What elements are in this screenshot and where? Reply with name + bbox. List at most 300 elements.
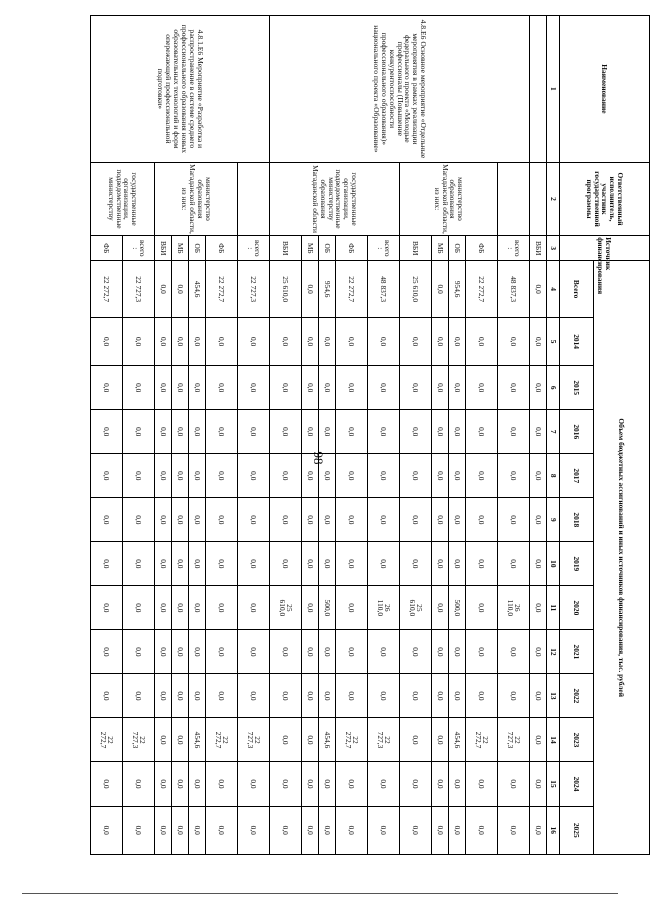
value-cell: 48 837,3 xyxy=(498,261,530,318)
value-cell: 0,0 xyxy=(368,674,400,718)
value-cell: 0,0 xyxy=(206,454,238,498)
value-cell: 0,0 xyxy=(498,317,530,365)
source-cell: всего : xyxy=(368,236,400,261)
value-cell: 0,0 xyxy=(302,762,319,806)
value-cell: 0,0 xyxy=(449,454,466,498)
value-cell: 0,0 xyxy=(155,454,172,498)
value-cell: 0,0 xyxy=(206,586,238,630)
column-number: 9 xyxy=(547,498,560,542)
value-cell: 0,0 xyxy=(302,674,319,718)
value-cell: 0,0 xyxy=(123,762,155,806)
value-cell: 0,0 xyxy=(498,410,530,454)
value-cell: 0,0 xyxy=(466,410,498,454)
header-year: 2021 xyxy=(560,630,594,674)
value-cell: 0,0 xyxy=(91,806,123,854)
value-cell: 0,0 xyxy=(270,366,302,410)
header-funding-group: Объем бюджетных ассигнований и иных источников финансирования, тыс. рублей xyxy=(594,261,650,855)
source-cell: всего : xyxy=(238,236,270,261)
value-cell: 0,0 xyxy=(368,498,400,542)
value-cell: 0,0 xyxy=(368,542,400,586)
header-source: Источник финансирования xyxy=(560,236,650,261)
value-cell: 0,0 xyxy=(400,317,432,365)
value-cell: 22 272,7 xyxy=(336,261,368,318)
value-cell: 0,0 xyxy=(368,762,400,806)
source-cell: ВБИ xyxy=(400,236,432,261)
value-cell: 0,0 xyxy=(238,317,270,365)
page-number: 98 xyxy=(311,451,326,465)
column-number: 1 xyxy=(547,16,560,163)
header-year: 2024 xyxy=(560,762,594,806)
value-cell: 0,0 xyxy=(172,762,189,806)
value-cell: 0,0 xyxy=(155,410,172,454)
value-cell: 0,0 xyxy=(336,762,368,806)
header-year: 2025 xyxy=(560,806,594,854)
value-cell: 0,0 xyxy=(172,674,189,718)
value-cell: 0,0 xyxy=(432,498,449,542)
value-cell: 48 837,3 xyxy=(368,261,400,318)
value-cell: 0,0 xyxy=(336,366,368,410)
header-year: 2015 xyxy=(560,366,594,410)
value-cell: 22 727,3 xyxy=(238,718,270,762)
value-cell: 0,0 xyxy=(155,261,172,318)
value-cell: 0,0 xyxy=(530,762,547,806)
value-cell: 0,0 xyxy=(238,454,270,498)
value-cell: 0,0 xyxy=(172,498,189,542)
value-cell: 22 272,7 xyxy=(466,718,498,762)
value-cell: 26 110,0 xyxy=(368,586,400,630)
value-cell: 0,0 xyxy=(400,454,432,498)
value-cell: 0,0 xyxy=(91,454,123,498)
value-cell: 0,0 xyxy=(498,674,530,718)
value-cell: 0,0 xyxy=(206,674,238,718)
value-cell: 0,0 xyxy=(336,454,368,498)
value-cell: 22 727,3 xyxy=(368,718,400,762)
value-cell: 0,0 xyxy=(91,542,123,586)
value-cell: 0,0 xyxy=(172,261,189,318)
executor-cell xyxy=(530,162,547,235)
value-cell: 0,0 xyxy=(530,806,547,854)
value-cell: 0,0 xyxy=(270,410,302,454)
value-cell: 0,0 xyxy=(302,586,319,630)
value-cell: 0,0 xyxy=(530,454,547,498)
value-cell: 0,0 xyxy=(432,317,449,365)
value-cell: 0,0 xyxy=(449,542,466,586)
value-cell: 0,0 xyxy=(319,762,336,806)
column-number: 11 xyxy=(547,586,560,630)
column-number: 6 xyxy=(547,366,560,410)
value-cell: 454,6 xyxy=(449,718,466,762)
value-cell: 0,0 xyxy=(155,718,172,762)
value-cell: 0,0 xyxy=(400,542,432,586)
value-cell: 22 272,7 xyxy=(336,718,368,762)
executor-cell xyxy=(238,162,270,235)
value-cell: 0,0 xyxy=(336,586,368,630)
value-cell: 0,0 xyxy=(466,674,498,718)
value-cell: 0,0 xyxy=(123,317,155,365)
source-cell: ВБИ xyxy=(270,236,302,261)
value-cell: 22 727,3 xyxy=(498,718,530,762)
value-cell: 0,0 xyxy=(449,762,466,806)
value-cell: 0,0 xyxy=(206,542,238,586)
header-executor: Ответственный исполнитель, участник государственной программы xyxy=(560,162,650,235)
value-cell: 0,0 xyxy=(155,674,172,718)
value-cell: 0,0 xyxy=(270,454,302,498)
value-cell: 0,0 xyxy=(302,498,319,542)
value-cell: 0,0 xyxy=(432,806,449,854)
column-number: 10 xyxy=(547,542,560,586)
value-cell: 25 610,0 xyxy=(400,261,432,318)
value-cell: 0,0 xyxy=(189,542,206,586)
header-year: 2016 xyxy=(560,410,594,454)
value-cell: 0,0 xyxy=(432,366,449,410)
value-cell: 0,0 xyxy=(302,542,319,586)
value-cell: 0,0 xyxy=(466,630,498,674)
value-cell: 0,0 xyxy=(91,630,123,674)
value-cell: 0,0 xyxy=(466,498,498,542)
value-cell: 0,0 xyxy=(530,317,547,365)
table-row xyxy=(498,16,530,855)
value-cell: 0,0 xyxy=(400,718,432,762)
value-cell: 0,0 xyxy=(91,366,123,410)
value-cell: 0,0 xyxy=(91,410,123,454)
value-cell: 0,0 xyxy=(432,718,449,762)
value-cell: 0,0 xyxy=(206,410,238,454)
value-cell: 0,0 xyxy=(336,410,368,454)
value-cell: 0,0 xyxy=(530,718,547,762)
header-year: 2019 xyxy=(560,542,594,586)
source-cell: всего : xyxy=(123,236,155,261)
value-cell: 0,0 xyxy=(238,674,270,718)
value-cell: 0,0 xyxy=(319,454,336,498)
value-cell: 0,0 xyxy=(123,674,155,718)
value-cell: 0,0 xyxy=(368,366,400,410)
executor-cell: министерство образования Магаданской области, из них: xyxy=(155,162,238,235)
value-cell: 0,0 xyxy=(189,630,206,674)
header-year: 2023 xyxy=(560,718,594,762)
value-cell: 0,0 xyxy=(172,542,189,586)
value-cell: 0,0 xyxy=(189,806,206,854)
value-cell: 0,0 xyxy=(336,806,368,854)
value-cell: 0,0 xyxy=(123,586,155,630)
value-cell: 0,0 xyxy=(432,586,449,630)
column-number: 12 xyxy=(547,630,560,674)
value-cell: 0,0 xyxy=(172,454,189,498)
value-cell: 0,0 xyxy=(449,498,466,542)
value-cell: 22 272,7 xyxy=(466,261,498,318)
source-cell: ФБ xyxy=(336,236,368,261)
funding-table xyxy=(90,15,650,855)
value-cell: 0,0 xyxy=(466,586,498,630)
value-cell: 0,0 xyxy=(238,410,270,454)
column-number: 15 xyxy=(547,762,560,806)
value-cell: 0,0 xyxy=(432,630,449,674)
value-cell: 0,0 xyxy=(123,806,155,854)
column-number: 2 xyxy=(547,162,560,235)
value-cell: 0,0 xyxy=(498,630,530,674)
value-cell: 0,0 xyxy=(172,317,189,365)
value-cell: 0,0 xyxy=(432,261,449,318)
value-cell: 0,0 xyxy=(270,317,302,365)
value-cell: 0,0 xyxy=(302,317,319,365)
value-cell: 0,0 xyxy=(270,674,302,718)
value-cell: 0,0 xyxy=(368,630,400,674)
page-bottom-rule xyxy=(22,893,618,894)
value-cell: 22 727,3 xyxy=(123,261,155,318)
column-number: 14 xyxy=(547,718,560,762)
source-cell: ОБ xyxy=(319,236,336,261)
value-cell: 22 727,3 xyxy=(238,261,270,318)
value-cell: 0,0 xyxy=(449,674,466,718)
value-cell: 22 727,3 xyxy=(123,718,155,762)
value-cell: 0,0 xyxy=(91,317,123,365)
value-cell: 0,0 xyxy=(449,366,466,410)
value-cell: 0,0 xyxy=(155,317,172,365)
value-cell: 0,0 xyxy=(400,674,432,718)
value-cell: 0,0 xyxy=(498,454,530,498)
value-cell: 0,0 xyxy=(172,718,189,762)
source-cell: МБ xyxy=(302,236,319,261)
value-cell: 0,0 xyxy=(466,366,498,410)
header-year: 2014 xyxy=(560,317,594,365)
value-cell: 0,0 xyxy=(172,586,189,630)
value-cell: 0,0 xyxy=(189,366,206,410)
value-cell: 0,0 xyxy=(123,498,155,542)
header-year: 2022 xyxy=(560,674,594,718)
executor-cell xyxy=(498,162,530,235)
value-cell: 0,0 xyxy=(123,366,155,410)
value-cell: 0,0 xyxy=(172,806,189,854)
value-cell: 0,0 xyxy=(206,317,238,365)
value-cell: 0,0 xyxy=(319,366,336,410)
value-cell: 0,0 xyxy=(466,542,498,586)
source-cell: ФБ xyxy=(206,236,238,261)
value-cell: 0,0 xyxy=(270,542,302,586)
value-cell: 0,0 xyxy=(368,317,400,365)
source-cell: ФБ xyxy=(466,236,498,261)
value-cell: 0,0 xyxy=(270,806,302,854)
table-row xyxy=(530,16,547,855)
source-cell: всего : xyxy=(498,236,530,261)
value-cell: 0,0 xyxy=(319,674,336,718)
value-cell: 0,0 xyxy=(189,317,206,365)
table-row xyxy=(238,16,270,855)
value-cell: 25 610,0 xyxy=(270,261,302,318)
value-cell: 454,6 xyxy=(189,718,206,762)
value-cell: 0,0 xyxy=(302,410,319,454)
source-cell: МБ xyxy=(432,236,449,261)
value-cell: 0,0 xyxy=(302,366,319,410)
column-number: 4 xyxy=(547,261,560,318)
value-cell: 0,0 xyxy=(336,630,368,674)
value-cell: 0,0 xyxy=(319,806,336,854)
value-cell: 0,0 xyxy=(400,410,432,454)
value-cell: 0,0 xyxy=(155,542,172,586)
value-cell: 26 110,0 xyxy=(498,586,530,630)
value-cell: 0,0 xyxy=(336,498,368,542)
value-cell: 0,0 xyxy=(238,586,270,630)
value-cell: 0,0 xyxy=(123,454,155,498)
value-cell: 0,0 xyxy=(302,630,319,674)
value-cell: 0,0 xyxy=(530,366,547,410)
value-cell: 0,0 xyxy=(432,762,449,806)
column-number: 13 xyxy=(547,674,560,718)
header-year: 2017 xyxy=(560,454,594,498)
value-cell: 0,0 xyxy=(206,762,238,806)
column-numbers-row xyxy=(547,16,560,855)
source-cell: ОБ xyxy=(189,236,206,261)
value-cell: 0,0 xyxy=(466,317,498,365)
value-cell: 0,0 xyxy=(319,317,336,365)
value-cell: 0,0 xyxy=(432,542,449,586)
column-number: 3 xyxy=(547,236,560,261)
value-cell: 25 610,0 xyxy=(270,586,302,630)
value-cell: 0,0 xyxy=(498,806,530,854)
value-cell: 954,6 xyxy=(449,261,466,318)
value-cell: 0,0 xyxy=(498,542,530,586)
value-cell: 0,0 xyxy=(530,542,547,586)
value-cell: 0,0 xyxy=(400,630,432,674)
value-cell: 0,0 xyxy=(336,317,368,365)
value-cell: 0,0 xyxy=(466,454,498,498)
value-cell: 0,0 xyxy=(238,806,270,854)
value-cell: 0,0 xyxy=(432,674,449,718)
value-cell: 0,0 xyxy=(189,762,206,806)
header-name: Наименование xyxy=(560,16,650,163)
value-cell: 0,0 xyxy=(238,366,270,410)
value-cell: 0,0 xyxy=(530,410,547,454)
value-cell: 0,0 xyxy=(189,454,206,498)
value-cell: 0,0 xyxy=(189,498,206,542)
value-cell: 0,0 xyxy=(319,498,336,542)
value-cell: 0,0 xyxy=(400,366,432,410)
value-cell: 0,0 xyxy=(302,718,319,762)
value-cell: 0,0 xyxy=(530,586,547,630)
value-cell: 0,0 xyxy=(530,630,547,674)
value-cell: 454,6 xyxy=(189,261,206,318)
value-cell: 0,0 xyxy=(466,806,498,854)
value-cell: 0,0 xyxy=(449,806,466,854)
value-cell: 0,0 xyxy=(368,410,400,454)
value-cell: 0,0 xyxy=(91,586,123,630)
value-cell: 0,0 xyxy=(270,718,302,762)
column-number: 5 xyxy=(547,317,560,365)
value-cell: 0,0 xyxy=(270,630,302,674)
value-cell: 0,0 xyxy=(302,806,319,854)
value-cell: 0,0 xyxy=(238,498,270,542)
value-cell: 0,0 xyxy=(498,498,530,542)
rotated-table-wrapper xyxy=(90,15,650,855)
value-cell: 0,0 xyxy=(155,498,172,542)
measure-name-cell: 4.8.Е6 Основное мероприятие «Отдельные мероприятия в рамках реализации федерального проекта «Молодые профессионалы (Повышение конкурентоспособности профессионального образования)» национального проекта «Образование» xyxy=(270,16,530,163)
value-cell: 0,0 xyxy=(400,762,432,806)
value-cell: 0,0 xyxy=(449,317,466,365)
value-cell: 0,0 xyxy=(155,586,172,630)
value-cell: 0,0 xyxy=(91,674,123,718)
value-cell: 22 272,7 xyxy=(91,261,123,318)
column-number: 8 xyxy=(547,454,560,498)
value-cell: 0,0 xyxy=(206,366,238,410)
value-cell: 0,0 xyxy=(449,630,466,674)
value-cell: 0,0 xyxy=(238,630,270,674)
value-cell: 0,0 xyxy=(368,454,400,498)
executor-cell: государственные организации, подведомственные министерству xyxy=(91,162,155,235)
value-cell: 0,0 xyxy=(400,498,432,542)
value-cell: 0,0 xyxy=(238,542,270,586)
value-cell: 22 272,7 xyxy=(91,718,123,762)
value-cell: 0,0 xyxy=(172,630,189,674)
value-cell: 0,0 xyxy=(336,542,368,586)
value-cell: 0,0 xyxy=(155,762,172,806)
value-cell: 0,0 xyxy=(530,674,547,718)
source-cell: ОБ xyxy=(449,236,466,261)
value-cell: 0,0 xyxy=(498,366,530,410)
value-cell: 500,0 xyxy=(319,586,336,630)
value-cell: 0,0 xyxy=(270,762,302,806)
value-cell: 954,6 xyxy=(319,261,336,318)
source-cell: ВБИ xyxy=(530,236,547,261)
value-cell: 0,0 xyxy=(302,261,319,318)
value-cell: 0,0 xyxy=(206,806,238,854)
measure-name-cell xyxy=(530,16,547,163)
value-cell: 0,0 xyxy=(319,630,336,674)
column-number: 7 xyxy=(547,410,560,454)
header-year: Всего xyxy=(560,261,594,318)
value-cell: 0,0 xyxy=(449,410,466,454)
value-cell: 0,0 xyxy=(270,498,302,542)
value-cell: 0,0 xyxy=(400,806,432,854)
value-cell: 0,0 xyxy=(336,674,368,718)
value-cell: 0,0 xyxy=(123,630,155,674)
value-cell: 0,0 xyxy=(466,762,498,806)
executor-cell: министерство образования Магаданской области, из них: xyxy=(400,162,498,235)
value-cell: 25 610,0 xyxy=(400,586,432,630)
value-cell: 0,0 xyxy=(91,762,123,806)
value-cell: 0,0 xyxy=(189,410,206,454)
value-cell: 0,0 xyxy=(432,454,449,498)
value-cell: 0,0 xyxy=(319,410,336,454)
value-cell: 0,0 xyxy=(172,410,189,454)
value-cell: 0,0 xyxy=(123,410,155,454)
source-cell: ФБ xyxy=(91,236,123,261)
value-cell: 22 272,7 xyxy=(206,261,238,318)
value-cell: 0,0 xyxy=(432,410,449,454)
executor-cell: государственные организации, подведомственные министерству образования Магаданской области xyxy=(270,162,400,235)
value-cell: 0,0 xyxy=(206,498,238,542)
value-cell: 0,0 xyxy=(189,586,206,630)
header-year: 2018 xyxy=(560,498,594,542)
measure-name-cell: 4.8.1.Е6 Мероприятие «Разработка и распространение в системе среднего профессионального образования новых образовательных технологий и форм опережающей профессиональной подготовки» xyxy=(91,16,270,163)
value-cell: 0,0 xyxy=(155,630,172,674)
header-year: 2020 xyxy=(560,586,594,630)
value-cell: 0,0 xyxy=(530,261,547,318)
value-cell: 0,0 xyxy=(206,630,238,674)
value-cell: 22 272,7 xyxy=(206,718,238,762)
value-cell: 0,0 xyxy=(368,806,400,854)
value-cell: 0,0 xyxy=(498,762,530,806)
value-cell: 0,0 xyxy=(319,542,336,586)
value-cell: 0,0 xyxy=(91,498,123,542)
value-cell: 0,0 xyxy=(530,498,547,542)
value-cell: 500,0 xyxy=(449,586,466,630)
value-cell: 0,0 xyxy=(189,674,206,718)
value-cell: 0,0 xyxy=(155,366,172,410)
value-cell: 0,0 xyxy=(302,454,319,498)
value-cell: 0,0 xyxy=(172,366,189,410)
value-cell: 0,0 xyxy=(123,542,155,586)
value-cell: 0,0 xyxy=(238,762,270,806)
source-cell: МБ xyxy=(172,236,189,261)
column-number: 16 xyxy=(547,806,560,854)
